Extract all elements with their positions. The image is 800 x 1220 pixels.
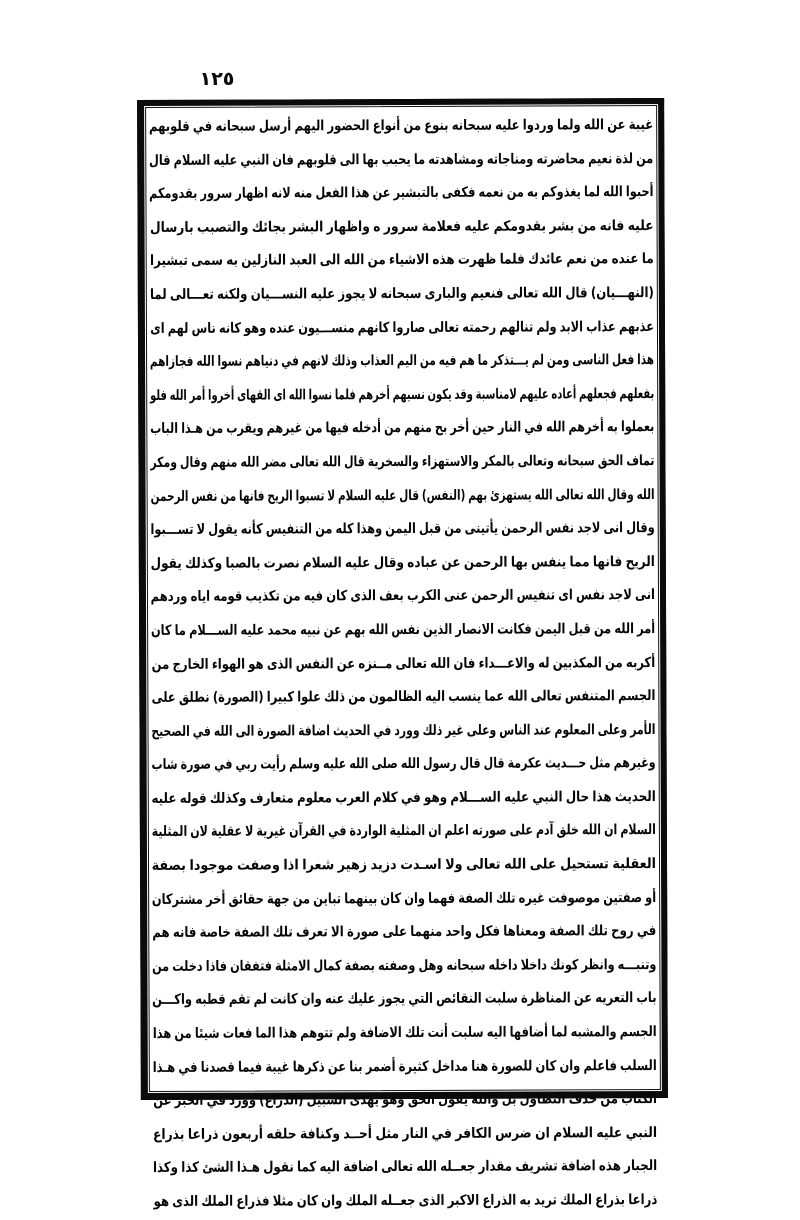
- text-line: [152, 949, 656, 985]
- text-line: [151, 479, 655, 515]
- text-line-content: السلام ان الله خلق آدم على صورته اعلم ان المثلية الواردة في القرآن غيرية لا عقلية لان المثلية: [151, 822, 656, 841]
- text-line: [152, 882, 656, 918]
- text-line: [150, 277, 654, 313]
- text-line: [151, 647, 655, 683]
- text-line-content: أو صفتين موصوفت غيره تلك الصفة فهما وان كان بينهما تباين من جهة حقائق أخر مشتركان: [151, 889, 657, 908]
- text-line-content: أحبوا الله لما يغذوكم به من نعمه فكفى بالتبشير عن هذا الفعل منه لانه اظهار سرور بقدومكم: [149, 184, 654, 203]
- text-line-content: عليه فانه من بشر بقدومكم عليه فعلامة سرور ه واظهار البشر بجائك والتصبب بارسال: [149, 217, 654, 236]
- text-line-content: بفعلهم فجعلهم أعاده عليهم لامناسبة وقد يكون نسيهم أخرهم فلما نسوا الله اى القهاى أخروا أمر الله فلو: [150, 385, 655, 404]
- text-line-content: (النهـــيان) قال الله تعالى فنعيم والبارى سبحانه لا يجوز عليه النســـيان ولكنه تعـــالى لما: [149, 285, 654, 303]
- text-line: [150, 411, 654, 447]
- text-line-content: الجسم المتنفس تعالى الله عما ينسب اليه الظالمون من ذلك علوا كبيرا (الصورة) نطلق على: [151, 688, 656, 707]
- text-line-content: الكتاب من حذف التطاول بل والله يقول الحق وهو يهدى السبيل (الذراع) وورد في الخبر عن: [153, 1091, 657, 1110]
- text-line-content: الجبار هذه اضافة تشريف مقدار جعــله الله تعالى اضافة اليه كما نقول هـذا الشئ كذا وكذا: [152, 1158, 658, 1177]
- section-marker: (النفس): [421, 487, 466, 504]
- text-line-content: في روح تلك الصفة ومعناها فكل واحد منهما على صورة الا تعرف تلك الصفة خاصة فانه هم: [152, 923, 657, 942]
- text-line-content: العقلية تستحيل على الله تعالى ولا اسـدت دزيد زهير شعرا اذا وصفت موجودا بصفة: [151, 856, 657, 875]
- text-line-content: عذبهم عذاب الابد ولم تنالهم رحمته تعالى صاروا كانهم منســـيون عنده وهو كانه ناس لهم اى: [150, 318, 654, 337]
- text-line: [149, 109, 653, 145]
- section-marker: (الذراع): [259, 1092, 304, 1109]
- text-line: [152, 848, 656, 884]
- body-text-block: [148, 109, 658, 1210]
- text-line: [151, 512, 655, 548]
- text-line-content: ذراعا بذراع الملك تريد به الذراع الاكبر الذى جعــله الملك وان كان مثلا فذراع الملك الذى هو: [153, 1192, 658, 1210]
- text-line: [152, 747, 656, 783]
- text-line-content: باب التعريه عن المناظرة سلبت النقائص التي يجوز عليك عنه وان كانت لم تقم قطبه واكـــن: [152, 990, 657, 1009]
- text-line: [153, 1150, 657, 1186]
- text-line: [152, 781, 656, 817]
- text-line: [150, 445, 654, 481]
- text-line-content: هذا فعل الناسى ومن لم يـــتذكر ما هم فيه من اليم العذاب وذلك لانهم في دنياهم نسوا الله فجازاهم: [149, 352, 655, 371]
- text-line: [150, 378, 654, 414]
- page-number: ١٢٥: [199, 68, 235, 90]
- text-line: [151, 546, 655, 582]
- text-line-content: السلب فاعلم وان كان للصورة هنا مداخل كثيرة أضمر بنا عن ذكرها غيبة فيما قصدنا في هـذا: [152, 1057, 657, 1076]
- text-line-content: غيبة عن الله ولما وردوا عليه سبحانه بنوع من أنواع الحضور اليهم أرسل سبحانه في قلوبهم: [148, 117, 654, 135]
- text-line-content: الجسم والمشبه لما أضافها اليه سلبت أنت تلك الاضافة ولم تتوهم هذا الما فعات شيئا من هذا: [152, 1024, 657, 1042]
- text-line-content: بعملوا به أخرهم الله في النار حين أخر بح منهم من أدخله فيها من غيرهم ويقرب من هـذا الباب: [150, 419, 655, 438]
- text-line-content: الريح فانها مما ينفس بها الرحمن عن عباده وقال عليه السلام نصرت بالصبا وكذلك يقول: [150, 553, 655, 572]
- section-marker: (الصورة): [212, 689, 264, 706]
- text-line: [153, 1016, 657, 1052]
- text-line-content: الأمر وعلى المعلوم عند الناس وعلى غير ذلك وورد في الحديث اضافة الصورة الى الله في الصحيح: [151, 721, 656, 740]
- text-line: [151, 714, 655, 750]
- text-line-content: أكربه من المكذبين له والاعـــداء فان الله تعالى مــنزه عن النفس الذى هو الهواء الخارج من: [151, 654, 656, 673]
- text-line: [152, 982, 656, 1018]
- text-line: [153, 1117, 657, 1153]
- text-line: [150, 210, 654, 246]
- text-line: [153, 1050, 657, 1086]
- text-line-content: من لذة نعيم محاضرته ومناجاته ومشاهدته ما يحبب بها الى قلوبهم فان النبي عليه السلام قال: [148, 150, 654, 169]
- text-line: [152, 814, 656, 850]
- text-line-content: وقال انى لاجد نفس الرحمن يأتينى من قبل اليمن وهذا كله من التنفيس كأنه يقول لا تســـبوا: [150, 520, 655, 539]
- text-line-content: أمر الله من قبل اليمن فكانت الانصار الذين نفس الله بهم عن نبيه محمد عليه الســـلام ما كان: [150, 620, 656, 639]
- text-line: [151, 579, 655, 615]
- text-line: [151, 680, 655, 716]
- text-line-content: النبي عليه السلام ان ضرس الكافر في النار مثل أحــد وكنافة حلقه أربعون ذراعا بذراع: [152, 1124, 658, 1143]
- text-line: [153, 1083, 657, 1119]
- text-line: [152, 915, 656, 951]
- text-line: [150, 243, 654, 279]
- text-line: [149, 176, 653, 212]
- text-line-content: تماف الحق سبحانه وتعالى بالمكر والاستهزاء والسخرية قال الله تعالى مضر الله منهم وقال ومكر: [150, 452, 655, 471]
- text-line: [149, 143, 653, 179]
- text-line: [150, 311, 654, 347]
- text-line-content: الحديث هذا حال النبي عليه الســـلام وهو في كلام العرب معلوم متعارف وكذلك قوله عليه: [151, 788, 656, 807]
- page-border-frame: [137, 98, 668, 1210]
- text-line: [151, 613, 655, 649]
- text-line-content: ما عنده من نعم عائدك فلما ظهرت هذه الاشياء من الله الى العبد النازلين به سمى تبشيرا: [149, 251, 654, 270]
- text-line-content: الله وقال الله تعالى الله يستهزئ بهم (النفس) قال عليه السلام لا تسبوا الريح فانها من نفس الرحمن: [150, 486, 655, 505]
- text-line: [153, 1184, 657, 1220]
- text-line: [150, 344, 654, 380]
- text-line-content: وغيرهم مثل حـــديث عكرمة قال قال رسول الله صلى الله عليه وسلم رأيت ربي في صورة شاب: [151, 755, 656, 774]
- text-line-content: وتنبـــه وانظر كونك داخلا داخله سبحانه وهل وصفته بصفة كمال الامثلة فتفقان فاذا دخلت من: [152, 956, 657, 975]
- text-line-content: انى لاجد نفس اى تنفيس الرحمن عنى الكرب بعف الذى كان فيه من تكذيب قومه اياه وردهم: [150, 587, 656, 606]
